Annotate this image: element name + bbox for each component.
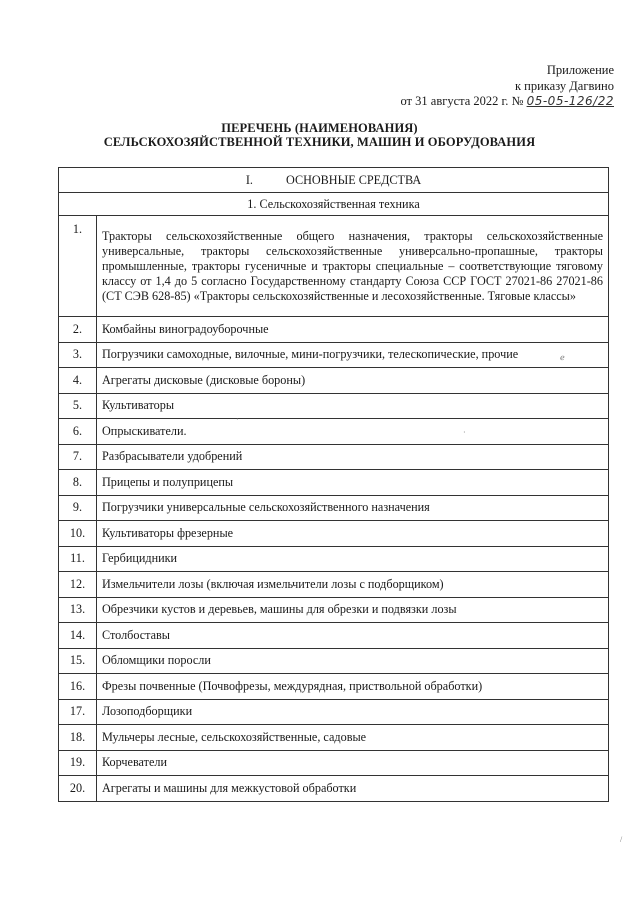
item-name: Погрузчики самоходные, вилочные, мини-погрузчики, телескопические, прочие [97, 342, 609, 368]
item-number: 10. [59, 521, 97, 547]
item-name: Прицепы и полуприцепы [97, 470, 609, 496]
document-title [0, 121, 639, 149]
table-row [59, 393, 609, 419]
item-name: Комбайны виноградоуборочные [97, 317, 609, 343]
table-row [59, 444, 609, 470]
item-number: 13. [59, 597, 97, 623]
item-number: 5. [59, 393, 97, 419]
item-name: Опрыскиватели. [97, 419, 609, 445]
table-row [59, 419, 609, 445]
item-number: 14. [59, 623, 97, 649]
equipment-table [58, 167, 609, 802]
item-name: Обломщики поросли [97, 648, 609, 674]
table-row [59, 674, 609, 700]
item-name: Гербицидники [97, 546, 609, 572]
item-name: Фрезы почвенные (Почвофрезы, междурядная, приствольной обработки) [97, 674, 609, 700]
item-name: Культиваторы [97, 393, 609, 419]
item-number: 17. [59, 699, 97, 725]
item-number: 12. [59, 572, 97, 598]
item-name: Культиваторы фрезерные [97, 521, 609, 547]
item-number: 1. [59, 216, 97, 317]
section-header-row [59, 168, 609, 193]
item-name: Разбрасыватели удобрений [97, 444, 609, 470]
scan-speck: · [463, 428, 466, 437]
table-row [59, 776, 609, 802]
scan-speck: ℯ [560, 353, 565, 362]
item-name: Столбоставы [97, 623, 609, 649]
item-number: 15. [59, 648, 97, 674]
item-number: 18. [59, 725, 97, 751]
item-name: Агрегаты и машины для межкустовой обработки [97, 776, 609, 802]
item-number: 19. [59, 750, 97, 776]
order-reference: к приказу Дагвино [514, 78, 614, 93]
item-number: 9. [59, 495, 97, 521]
item-number: 11. [59, 546, 97, 572]
item-number: 6. [59, 419, 97, 445]
subsection-header-row [59, 193, 609, 216]
appendix-label: Приложение [546, 63, 614, 77]
table-row [59, 546, 609, 572]
handwritten-order-number: 05-05-126/22 [526, 94, 614, 108]
section-title: ОСНОВНЫЕ СРЕДСТВА [286, 172, 422, 187]
item-name: Корчеватели [97, 750, 609, 776]
table-row [59, 216, 609, 317]
table-row [59, 368, 609, 394]
table-row [59, 725, 609, 751]
item-name: Мульчеры лесные, сельскохозяйственные, садовые [97, 725, 609, 751]
item-number: 20. [59, 776, 97, 802]
section-number: I. [245, 172, 253, 187]
table-row [59, 750, 609, 776]
item-name: Лозоподборщики [97, 699, 609, 725]
item-number: 2. [59, 317, 97, 343]
item-name: Погрузчики универсальные сельскохозяйственного назначения [97, 495, 609, 521]
table-row [59, 648, 609, 674]
item-name: Агрегаты дисковые (дисковые бороны) [97, 368, 609, 394]
table-row [59, 572, 609, 598]
item-name: Обрезчики кустов и деревьев, машины для обрезки и подвязки лозы [97, 597, 609, 623]
table-row [59, 317, 609, 343]
title-line-2: СЕЛЬСКОХОЗЯЙСТВЕННОЙ ТЕХНИКИ, МАШИН И ОБОРУДОВАНИЯ [103, 135, 536, 149]
section-header [59, 168, 609, 193]
table-row [59, 470, 609, 496]
table-row [59, 342, 609, 368]
item-number: 8. [59, 470, 97, 496]
item-number: 16. [59, 674, 97, 700]
table-row [59, 521, 609, 547]
subsection-title: 1. Сельскохозяйственная техника [59, 193, 609, 216]
table-row [59, 495, 609, 521]
item-number: 7. [59, 444, 97, 470]
table-row [59, 597, 609, 623]
item-name: Тракторы сельскохозяйственные общего назначения, тракторы сельскохозяйственные универсальные, тракторы сельскохозяйственные универсально-пропашные, тракторы промышленные, тракторы гусеничные и тракторы специальные – соответствующие тяговому классу от 1,4 до 5 согласно Государственному стандарту Союза ССР ГОСТ 27021-86 27021-86 (СТ СЭВ 628-85) «Тракторы сельскохозяйственные и лесохозяйственные. Тяговые классы» [97, 216, 609, 317]
item-number: 4. [59, 368, 97, 394]
scan-speck: · [236, 415, 239, 424]
title-line-1: ПЕРЕЧЕНЬ (НАИМЕНОВАНИЯ) [221, 121, 418, 135]
table-row [59, 699, 609, 725]
scan-speck: / [620, 835, 623, 844]
document-header [400, 63, 614, 110]
order-date: от 31 августа 2022 г. № [400, 94, 524, 108]
table-row [59, 623, 609, 649]
item-number: 3. [59, 342, 97, 368]
order-date-line [400, 94, 614, 110]
item-name: Измельчители лозы (включая измельчители лозы с подборщиком) [97, 572, 609, 598]
